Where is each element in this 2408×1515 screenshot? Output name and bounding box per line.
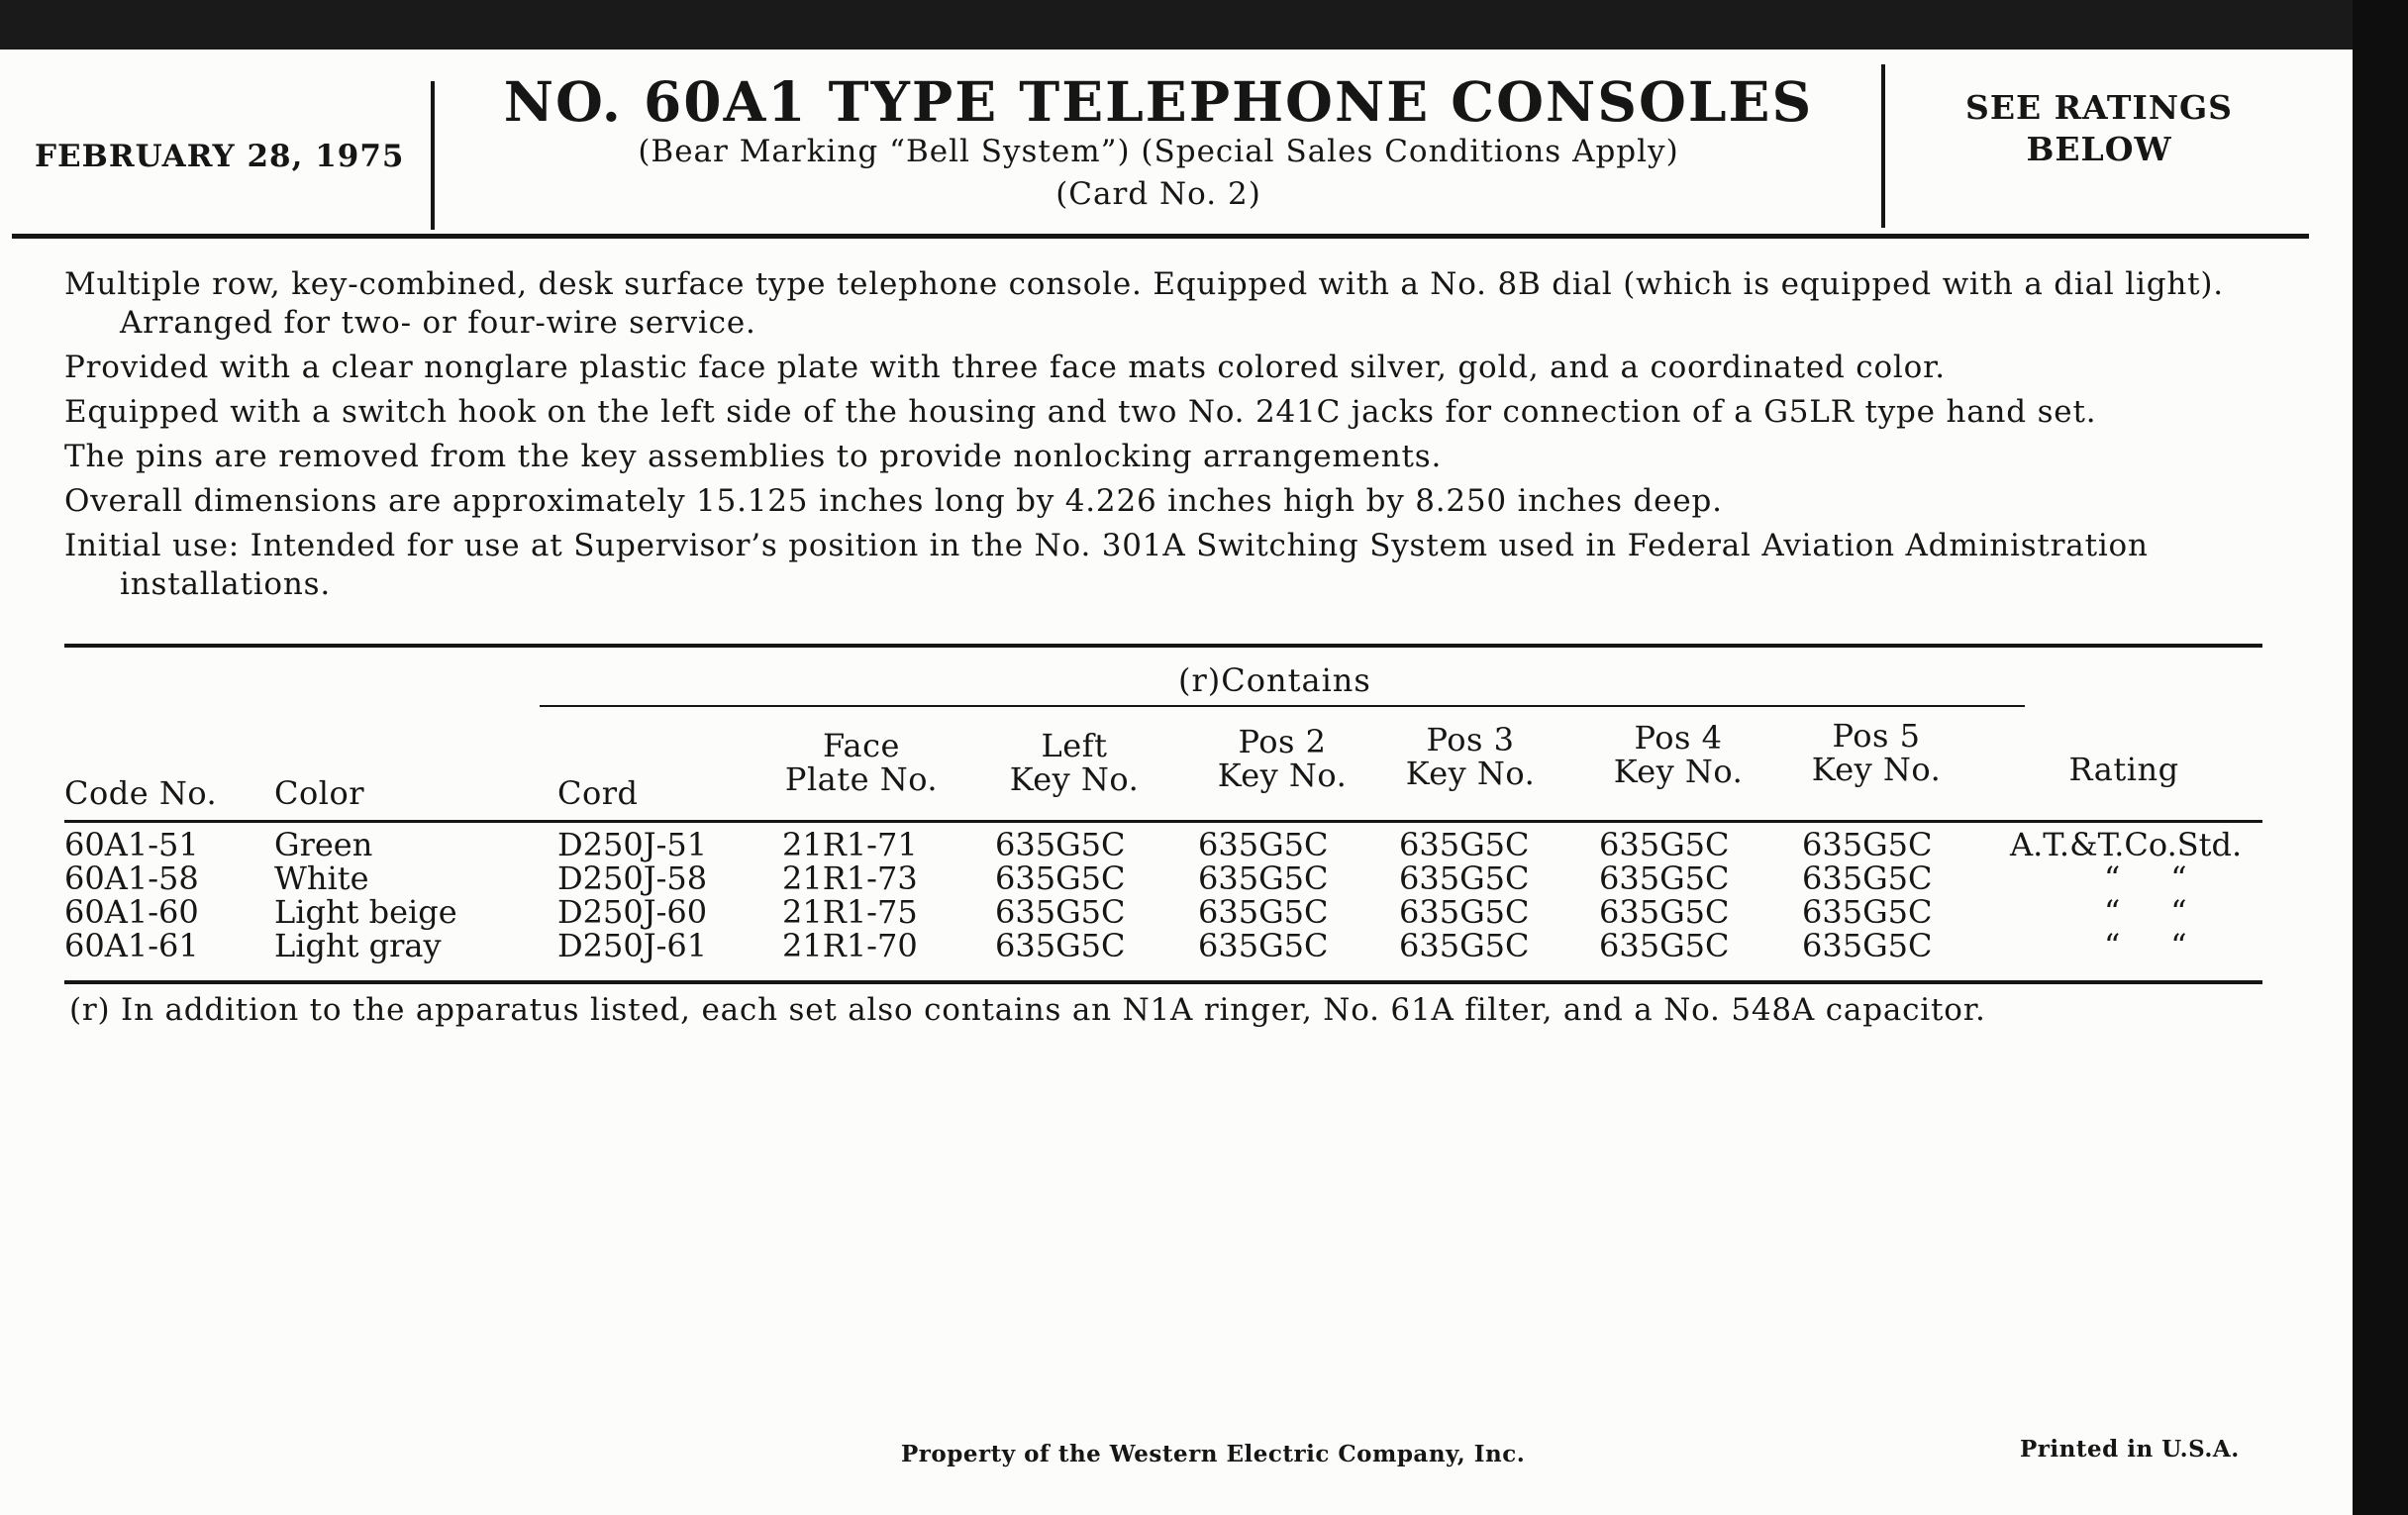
header-cord: Cord — [557, 774, 639, 812]
header-face-plate-line2: Plate No. — [784, 760, 939, 798]
table-header-rule — [64, 820, 2262, 823]
contains-group-rule — [540, 705, 2025, 707]
table-row — [64, 828, 2262, 861]
table-top-rule — [64, 644, 2262, 648]
header-code: Code No. — [64, 774, 218, 812]
table-bottom-rule — [64, 980, 2262, 984]
cell-pos2-key: 635G5C — [1198, 859, 1329, 897]
cell-pos2-key: 635G5C — [1198, 927, 1329, 964]
ratings-note-line1: SEE RATINGS — [1964, 88, 2234, 127]
description-paragraph: Equipped with a switch hook on the left side of the housing and two No. 241C jacks for connection of a G5LR type hand set. — [64, 394, 2097, 430]
cell-pos4-key: 635G5C — [1599, 927, 1730, 964]
header-pos3-key — [1376, 723, 1564, 790]
header-rule — [12, 234, 2309, 239]
scan-border — [2353, 0, 2408, 1515]
cell-code: 60A1-51 — [64, 826, 199, 863]
cell-rating: “ “ — [2104, 893, 2187, 931]
issue-date: FEBRUARY 28, 1975 — [35, 139, 405, 174]
description-paragraph: Overall dimensions are approximately 15.125 inches long by 4.226 inches high by 8.250 inches deep. — [64, 483, 1723, 519]
card-number: (Card No. 2) — [1055, 176, 1261, 212]
cell-face-plate: 21R1-70 — [782, 927, 918, 964]
cell-pos5-key: 635G5C — [1802, 927, 1933, 964]
table-body — [64, 828, 2262, 962]
cell-pos3-key: 635G5C — [1399, 927, 1530, 964]
cell-code: 60A1-61 — [64, 927, 199, 964]
cell-pos5-key: 635G5C — [1802, 893, 1933, 931]
table-row — [64, 895, 2262, 929]
table-row — [64, 861, 2262, 895]
header-pos5-key-line2: Key No. — [1811, 751, 1942, 788]
cell-pos3-key: 635G5C — [1399, 893, 1530, 931]
header-rating: Rating — [2068, 751, 2179, 788]
header-divider-right — [1881, 64, 1885, 228]
cell-pos3-key: 635G5C — [1399, 826, 1530, 863]
header-pos2-key — [1183, 725, 1381, 792]
cell-color: Light gray — [274, 927, 442, 964]
table-row — [64, 929, 2262, 962]
cell-left-key: 635G5C — [995, 927, 1126, 964]
header-pos4-key-line1: Pos 4 — [1634, 719, 1723, 757]
cell-pos5-key: 635G5C — [1802, 826, 1933, 863]
header-pos4-key — [1579, 721, 1777, 788]
ratings-note — [1886, 87, 2312, 170]
cell-left-key: 635G5C — [995, 826, 1126, 863]
property-notice: Property of the Western Electric Company, Inc. — [901, 1441, 1526, 1467]
cell-color: Light beige — [274, 893, 457, 931]
description-paragraph: The pins are removed from the key assemblies to provide nonlocking arrangements. — [64, 439, 1443, 474]
description-paragraph: Initial use: Intended for use at Supervisor’s position in the No. 301A Switching System used in Federal Aviation Administration installations. — [64, 528, 2149, 602]
cell-code: 60A1-60 — [64, 893, 199, 931]
cell-pos3-key: 635G5C — [1399, 859, 1530, 897]
header-pos3-key-line1: Pos 3 — [1426, 721, 1515, 758]
cell-rating: “ “ — [2104, 859, 2187, 897]
page-title: NO. 60A1 TYPE TELEPHONE CONSOLES — [503, 69, 1814, 134]
header-pos3-key-line2: Key No. — [1405, 755, 1536, 792]
page-subtitle: (Bear Marking “Bell System”) (Special Sales Conditions Apply) — [638, 134, 1679, 169]
cell-face-plate: 21R1-75 — [782, 893, 918, 931]
cell-cord: D250J-61 — [557, 927, 708, 964]
description-paragraph: Provided with a clear nonglare plastic face plate with three face mats colored silver, gold, and a coordinated color. — [64, 350, 1946, 385]
header-pos2-key-line1: Pos 2 — [1238, 723, 1327, 760]
cell-pos2-key: 635G5C — [1198, 893, 1329, 931]
card-header — [0, 50, 2353, 238]
footnote: (r) In addition to the apparatus listed, each set also contains an N1A ringer, No. 61A filter, and a No. 548A capacitor. — [69, 992, 1986, 1028]
cell-color: Green — [274, 826, 373, 863]
cell-cord: D250J-60 — [557, 893, 708, 931]
cell-pos4-key: 635G5C — [1599, 826, 1730, 863]
header-face-plate — [757, 729, 965, 796]
cell-pos4-key: 635G5C — [1599, 893, 1730, 931]
cell-code: 60A1-58 — [64, 859, 199, 897]
catalog-card — [0, 50, 2353, 1515]
ratings-note-line2: BELOW — [2026, 130, 2172, 168]
contains-group-label: (r)Contains — [1178, 661, 1371, 699]
cell-left-key: 635G5C — [995, 893, 1126, 931]
cell-face-plate: 21R1-71 — [782, 826, 918, 863]
cell-rating: A.T.&T.Co.Std. — [2010, 826, 2243, 863]
header-left-key-line1: Left — [1041, 727, 1108, 764]
description — [64, 265, 2262, 610]
header-left-key-line2: Key No. — [1009, 760, 1140, 798]
cell-rating: “ “ — [2104, 927, 2187, 964]
header-face-plate-line1: Face — [823, 727, 900, 764]
cell-color: White — [274, 859, 369, 897]
cell-pos4-key: 635G5C — [1599, 859, 1730, 897]
cell-pos5-key: 635G5C — [1802, 859, 1933, 897]
cell-cord: D250J-51 — [557, 826, 708, 863]
cell-left-key: 635G5C — [995, 859, 1126, 897]
cell-pos2-key: 635G5C — [1198, 826, 1329, 863]
header-color: Color — [274, 774, 365, 812]
header-pos2-key-line2: Key No. — [1217, 757, 1348, 794]
header-left-key — [975, 729, 1173, 796]
header-pos4-key-line2: Key No. — [1613, 753, 1744, 790]
cell-cord: D250J-58 — [557, 859, 708, 897]
header-pos5-key — [1777, 719, 1975, 786]
header-pos5-key-line1: Pos 5 — [1832, 717, 1921, 755]
printed-notice: Printed in U.S.A. — [2020, 1436, 2240, 1463]
description-paragraph: Multiple row, key-combined, desk surface type telephone console. Equipped with a No. 8B dial (which is equipped with a dial light). Arranged for two- or four-wire service. — [64, 266, 2224, 341]
cell-face-plate: 21R1-73 — [782, 859, 918, 897]
header-divider-left — [431, 81, 435, 230]
